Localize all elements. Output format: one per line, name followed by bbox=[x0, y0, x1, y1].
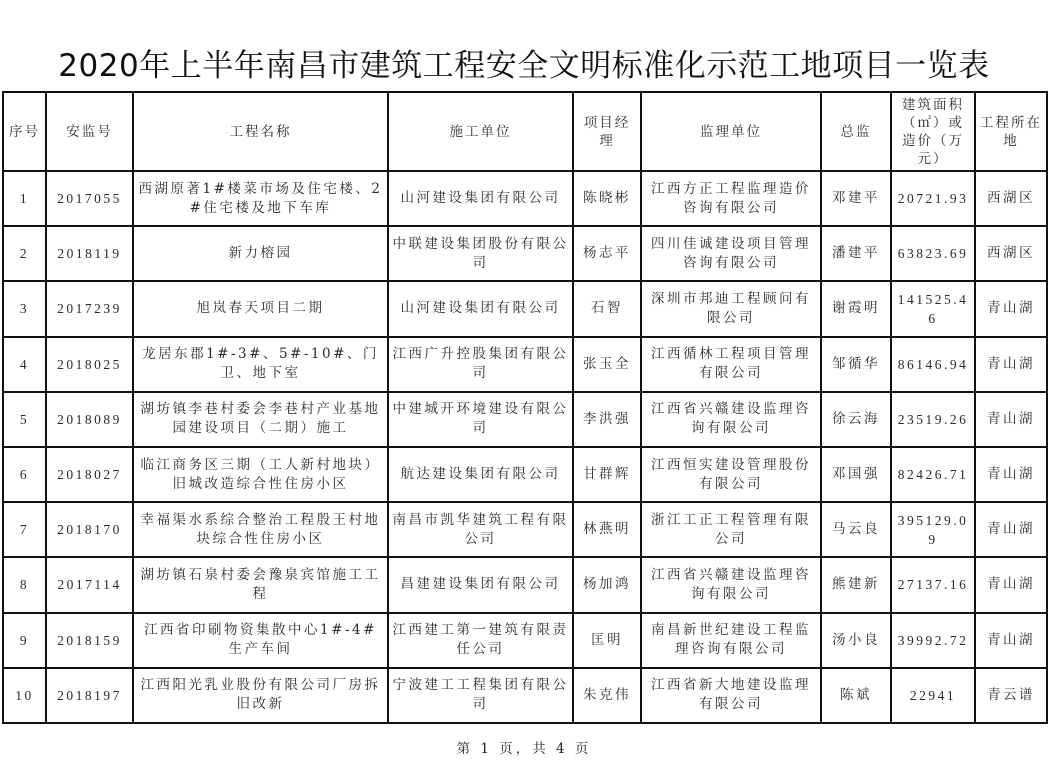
cell-location: 青山湖 bbox=[975, 447, 1047, 502]
table-row bbox=[3, 392, 1047, 447]
header-construction-unit: 施工单位 bbox=[388, 92, 573, 171]
cell-project-manager: 杨加鸿 bbox=[573, 557, 641, 612]
cell-construction-unit: 中联建设集团股份有限公司 bbox=[388, 226, 573, 281]
cell-chief-supervisor: 谢霞明 bbox=[821, 281, 891, 336]
cell-project-name: 幸福渠水系综合整治工程殷王村地块综合性住房小区 bbox=[133, 502, 388, 557]
cell-supervision-no: 2018089 bbox=[46, 392, 133, 447]
cell-index: 9 bbox=[3, 613, 46, 668]
table-row bbox=[3, 337, 1047, 392]
header-project-manager: 项目经理 bbox=[573, 92, 641, 171]
cell-construction-unit: 宁波建工工程集团有限公司 bbox=[388, 668, 573, 723]
cell-chief-supervisor: 徐云海 bbox=[821, 392, 891, 447]
table-row bbox=[3, 557, 1047, 612]
cell-construction-unit: 南昌市凯华建筑工程有限公司 bbox=[388, 502, 573, 557]
cell-construction-unit: 中建城开环境建设有限公司 bbox=[388, 392, 573, 447]
cell-supervision-no: 2017055 bbox=[46, 171, 133, 226]
cell-project-name: 龙居东郡1#-3#、5#-10#、门卫、地下室 bbox=[133, 337, 388, 392]
cell-area-or-cost: 82426.71 bbox=[891, 447, 975, 502]
cell-supervision-unit: 江西省兴赣建设监理咨询有限公司 bbox=[641, 557, 821, 612]
cell-chief-supervisor: 马云良 bbox=[821, 502, 891, 557]
cell-project-manager: 陈晓彬 bbox=[573, 171, 641, 226]
cell-chief-supervisor: 潘建平 bbox=[821, 226, 891, 281]
cell-index: 4 bbox=[3, 337, 46, 392]
cell-chief-supervisor: 汤小良 bbox=[821, 613, 891, 668]
cell-project-manager: 杨志平 bbox=[573, 226, 641, 281]
cell-supervision-unit: 深圳市邦迪工程顾问有限公司 bbox=[641, 281, 821, 336]
table-row bbox=[3, 447, 1047, 502]
cell-supervision-unit: 江西省新大地建设监理有限公司 bbox=[641, 668, 821, 723]
table-row bbox=[3, 171, 1047, 226]
cell-project-name: 旭岚春天项目二期 bbox=[133, 281, 388, 336]
document-title: 2020年上半年南昌市建筑工程安全文明标准化示范工地项目一览表 bbox=[58, 48, 990, 84]
cell-project-name: 湖坊镇李巷村委会李巷村产业基地园建设项目（二期）施工 bbox=[133, 392, 388, 447]
cell-supervision-no: 2018119 bbox=[46, 226, 133, 281]
cell-area-or-cost: 22941 bbox=[891, 668, 975, 723]
header-location: 工程所在地 bbox=[975, 92, 1047, 171]
cell-supervision-unit: 江西省兴赣建设监理咨询有限公司 bbox=[641, 392, 821, 447]
cell-project-name: 湖坊镇石泉村委会豫泉宾馆施工工程 bbox=[133, 557, 388, 612]
cell-index: 7 bbox=[3, 502, 46, 557]
cell-supervision-no: 2018025 bbox=[46, 337, 133, 392]
cell-chief-supervisor: 邹循华 bbox=[821, 337, 891, 392]
cell-area-or-cost: 395129.09 bbox=[891, 502, 975, 557]
cell-project-name: 西湖原著1#楼菜市场及住宅楼、2#住宅楼及地下车库 bbox=[133, 171, 388, 226]
cell-project-name: 临江商务区三期（工人新村地块）旧城改造综合性住房小区 bbox=[133, 447, 388, 502]
cell-location: 青山湖 bbox=[975, 337, 1047, 392]
cell-construction-unit: 山河建设集团有限公司 bbox=[388, 281, 573, 336]
cell-project-name: 新力榕园 bbox=[133, 226, 388, 281]
cell-project-manager: 林燕明 bbox=[573, 502, 641, 557]
table-row bbox=[3, 281, 1047, 336]
cell-location: 青山湖 bbox=[975, 613, 1047, 668]
cell-index: 10 bbox=[3, 668, 46, 723]
header-supervision-no: 安监号 bbox=[46, 92, 133, 171]
cell-location: 西湖区 bbox=[975, 226, 1047, 281]
cell-index: 3 bbox=[3, 281, 46, 336]
cell-area-or-cost: 39992.72 bbox=[891, 613, 975, 668]
cell-supervision-unit: 浙江工正工程管理有限公司 bbox=[641, 502, 821, 557]
table-body bbox=[3, 171, 1047, 723]
cell-project-manager: 石智 bbox=[573, 281, 641, 336]
cell-supervision-no: 2018159 bbox=[46, 613, 133, 668]
cell-chief-supervisor: 邓建平 bbox=[821, 171, 891, 226]
cell-supervision-unit: 江西方正工程监理造价咨询有限公司 bbox=[641, 171, 821, 226]
cell-supervision-unit: 南昌新世纪建设工程监理咨询有限公司 bbox=[641, 613, 821, 668]
cell-chief-supervisor: 邓国强 bbox=[821, 447, 891, 502]
header-supervision-unit: 监理单位 bbox=[641, 92, 821, 171]
cell-location: 青山湖 bbox=[975, 557, 1047, 612]
cell-area-or-cost: 86146.94 bbox=[891, 337, 975, 392]
cell-area-or-cost: 27137.16 bbox=[891, 557, 975, 612]
cell-supervision-no: 2018197 bbox=[46, 668, 133, 723]
cell-location: 青云谱 bbox=[975, 668, 1047, 723]
cell-supervision-unit: 江西恒实建设管理股份有限公司 bbox=[641, 447, 821, 502]
cell-supervision-unit: 四川佳诚建设项目管理咨询有限公司 bbox=[641, 226, 821, 281]
cell-location: 西湖区 bbox=[975, 171, 1047, 226]
cell-project-manager: 匡明 bbox=[573, 613, 641, 668]
cell-construction-unit: 江西建工第一建筑有限责任公司 bbox=[388, 613, 573, 668]
cell-project-manager: 张玉全 bbox=[573, 337, 641, 392]
cell-area-or-cost: 63823.69 bbox=[891, 226, 975, 281]
cell-chief-supervisor: 陈斌 bbox=[821, 668, 891, 723]
page-indicator: 第 1 页，共 4 页 bbox=[456, 741, 592, 757]
cell-supervision-unit: 江西循林工程项目管理有限公司 bbox=[641, 337, 821, 392]
cell-supervision-no: 2018170 bbox=[46, 502, 133, 557]
cell-construction-unit: 山河建设集团有限公司 bbox=[388, 171, 573, 226]
table-row bbox=[3, 226, 1047, 281]
cell-supervision-no: 2017239 bbox=[46, 281, 133, 336]
cell-index: 5 bbox=[3, 392, 46, 447]
cell-index: 2 bbox=[3, 226, 46, 281]
header-area-or-cost: 建筑面积（㎡）或造价（万元） bbox=[891, 92, 975, 171]
cell-project-manager: 甘群辉 bbox=[573, 447, 641, 502]
cell-project-manager: 朱克伟 bbox=[573, 668, 641, 723]
table-row bbox=[3, 613, 1047, 668]
cell-project-name: 江西阳光乳业股份有限公司厂房拆旧改新 bbox=[133, 668, 388, 723]
cell-index: 6 bbox=[3, 447, 46, 502]
cell-project-name: 江西省印刷物资集散中心1#-4#生产车间 bbox=[133, 613, 388, 668]
table-row bbox=[3, 502, 1047, 557]
cell-project-manager: 李洪强 bbox=[573, 392, 641, 447]
cell-chief-supervisor: 熊建新 bbox=[821, 557, 891, 612]
cell-index: 8 bbox=[3, 557, 46, 612]
cell-area-or-cost: 20721.93 bbox=[891, 171, 975, 226]
cell-supervision-no: 2018027 bbox=[46, 447, 133, 502]
project-table bbox=[2, 91, 1048, 724]
cell-index: 1 bbox=[3, 171, 46, 226]
cell-supervision-no: 2017114 bbox=[46, 557, 133, 612]
header-project-name: 工程名称 bbox=[133, 92, 388, 171]
table-header-row bbox=[3, 92, 1047, 171]
header-chief-supervisor: 总监 bbox=[821, 92, 891, 171]
cell-construction-unit: 江西广升控股集团有限公司 bbox=[388, 337, 573, 392]
cell-location: 青山湖 bbox=[975, 281, 1047, 336]
cell-area-or-cost: 141525.46 bbox=[891, 281, 975, 336]
table-row bbox=[3, 668, 1047, 723]
cell-area-or-cost: 23519.26 bbox=[891, 392, 975, 447]
cell-construction-unit: 昌建建设集团有限公司 bbox=[388, 557, 573, 612]
cell-location: 青山湖 bbox=[975, 392, 1047, 447]
cell-location: 青山湖 bbox=[975, 502, 1047, 557]
header-index: 序号 bbox=[3, 92, 46, 171]
cell-construction-unit: 航达建设集团有限公司 bbox=[388, 447, 573, 502]
